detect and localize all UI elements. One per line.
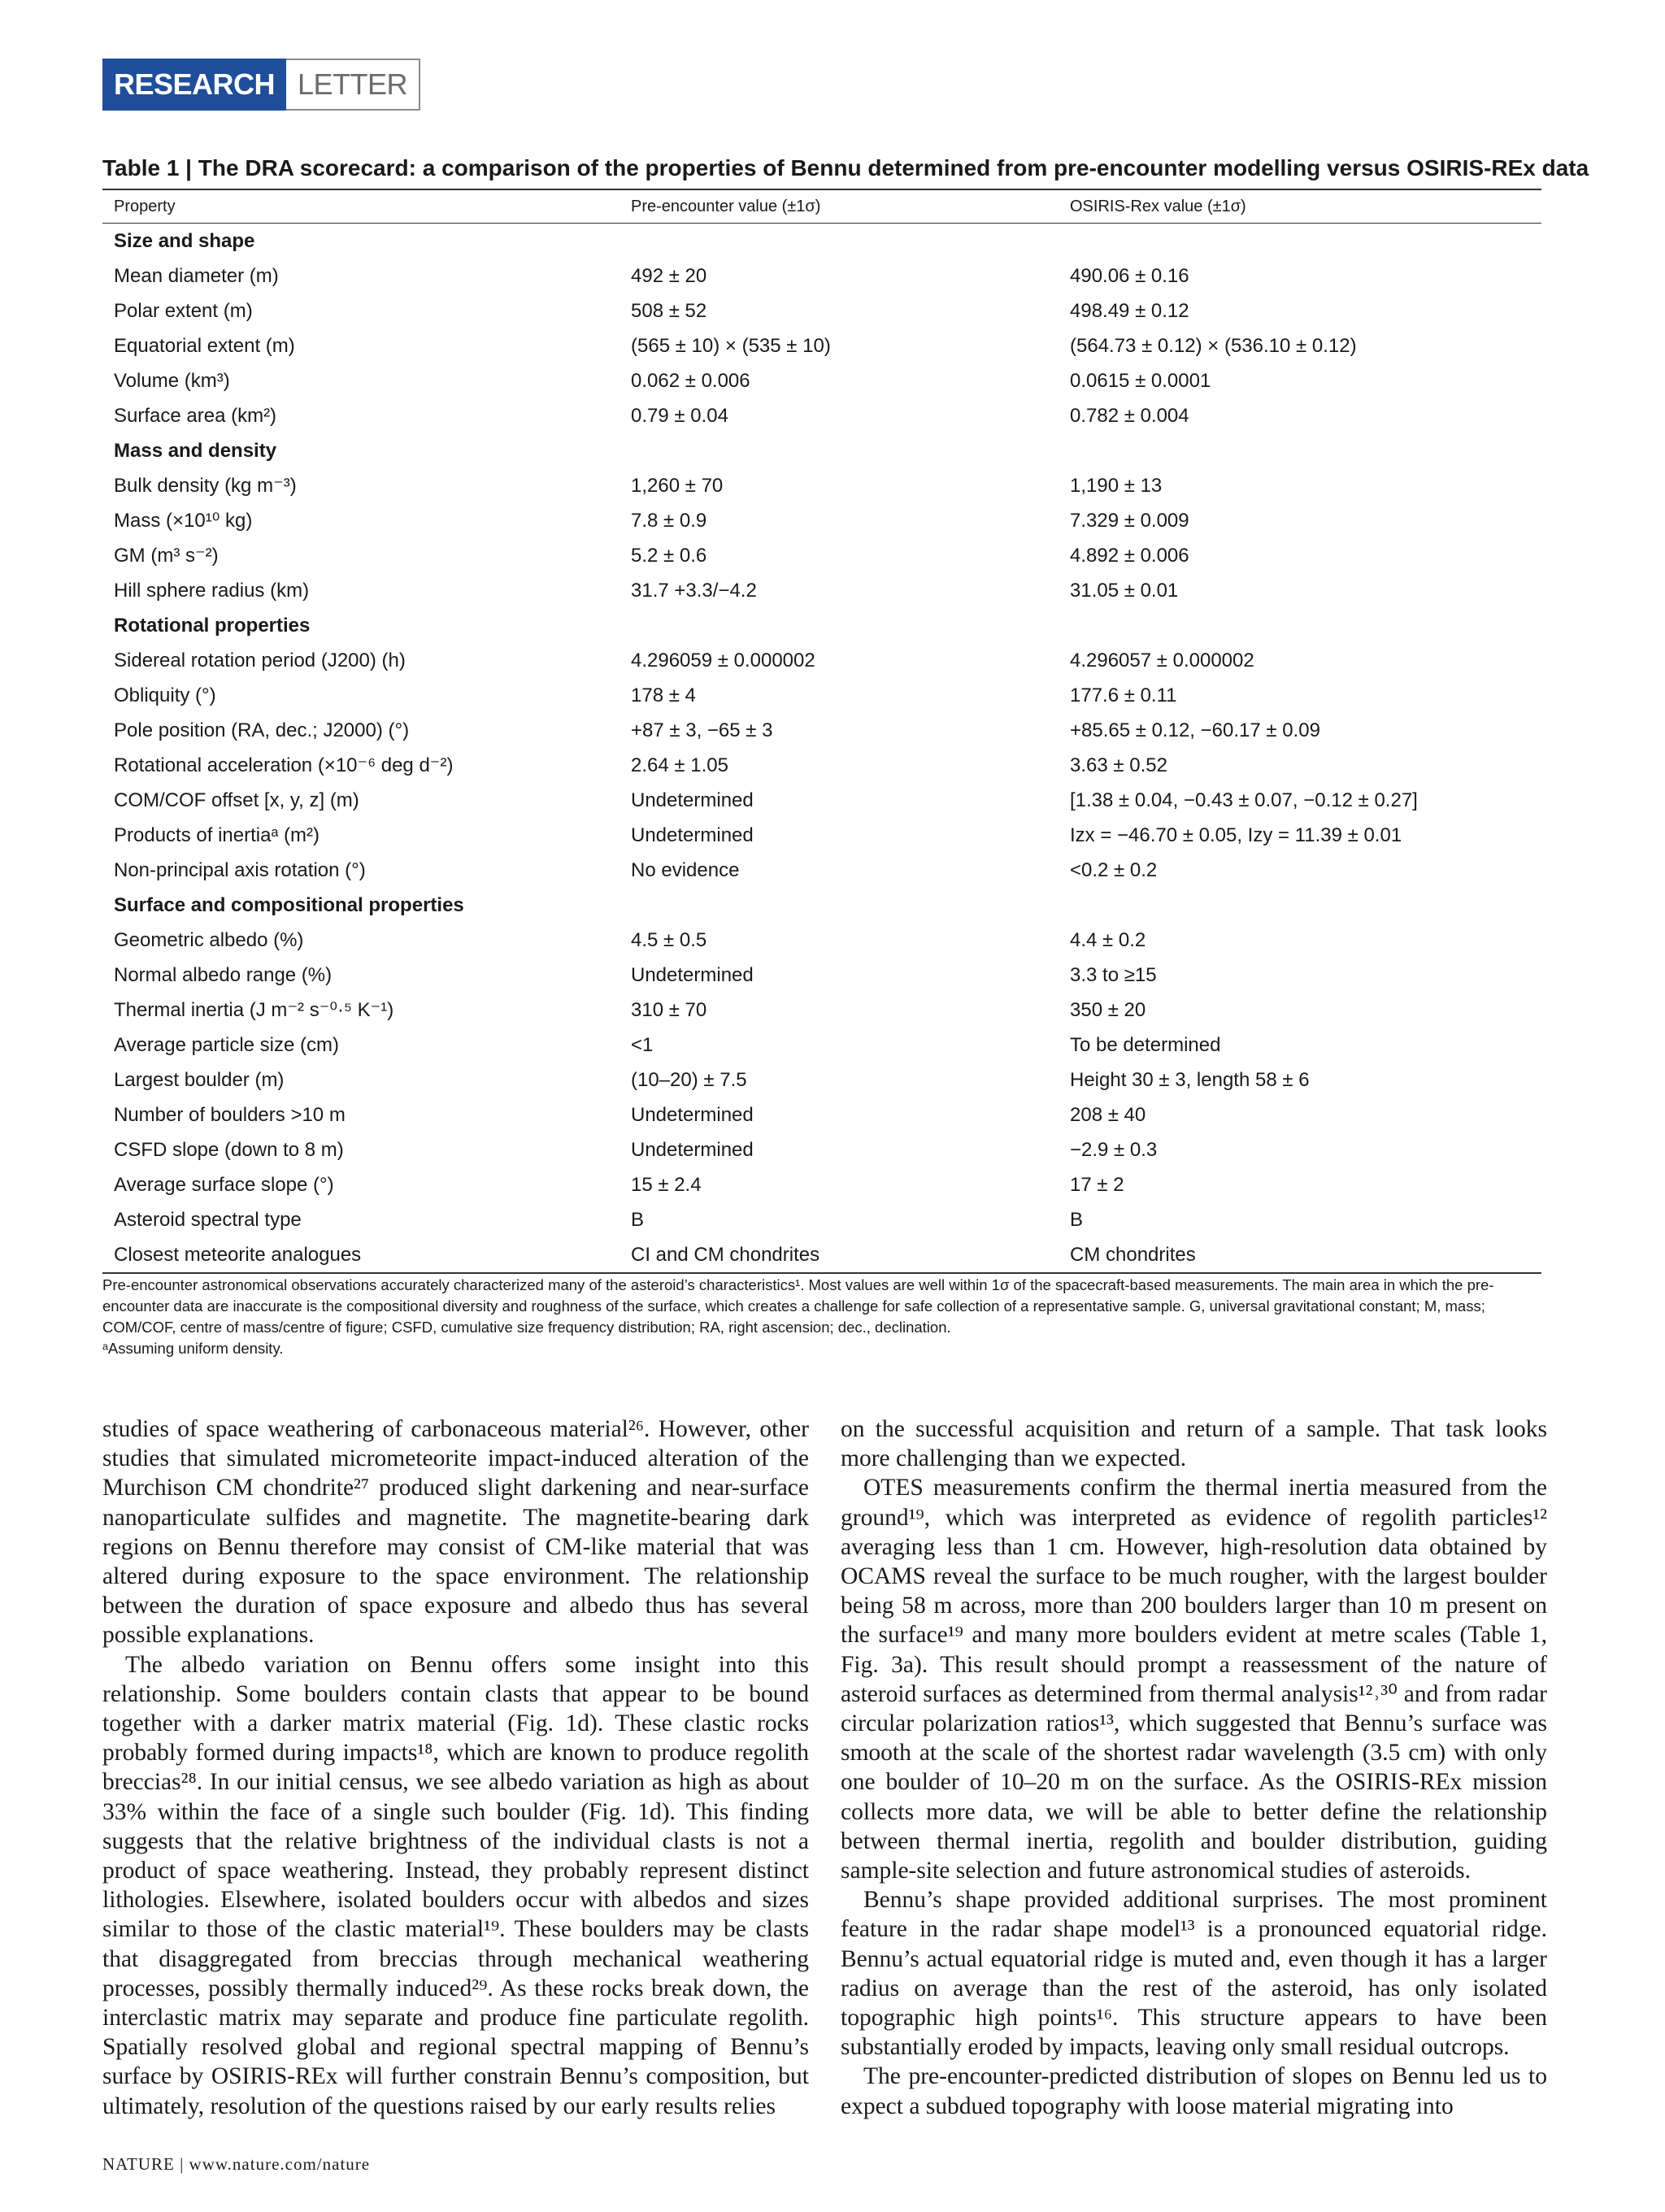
header-pre-encounter: Pre-encounter value (±1σ) bbox=[631, 197, 821, 215]
table-section-row bbox=[102, 608, 1541, 643]
section-label: Mass and density bbox=[114, 439, 277, 462]
table-row bbox=[102, 398, 1541, 433]
table-row bbox=[102, 1202, 1541, 1237]
table-row bbox=[102, 993, 1541, 1028]
cell-property: Obliquity (°) bbox=[114, 684, 216, 706]
cell-osiris-rex: Height 30 ± 3, length 58 ± 6 bbox=[1070, 1068, 1310, 1091]
cell-osiris-rex: 208 ± 40 bbox=[1070, 1103, 1146, 1126]
cell-pre-encounter: 31.7 +3.3/−4.2 bbox=[631, 579, 757, 602]
page-footer: NATURE | www.nature.com/nature bbox=[102, 2154, 371, 2174]
cell-osiris-rex: 4.296057 ± 0.000002 bbox=[1070, 649, 1254, 671]
cell-pre-encounter: CI and CM chondrites bbox=[631, 1243, 820, 1266]
cell-pre-encounter: Undetermined bbox=[631, 1103, 754, 1126]
table-row bbox=[102, 1028, 1541, 1063]
paragraph: The albedo variation on Bennu offers some insight into this relationship. Some boulders contain clasts that appear to be bound together with a darker matrix material (Fig. 1d). These clastic rocks probably formed during impacts¹⁸, which are known to produce regolith breccias²⁸. In our initial census, we see albedo variation as high as about 33% within the face of a single such boulder (Fig. 1d). This finding suggests that the relative brightness of the individual clasts is not a product of space weathering. Instead, they probably represent distinct lithologies. Elsewhere, isolated boulders occur with albedos and sizes similar to those of the clastic material¹⁹. These boulders may be clasts that disaggregated from breccias through mechanical weathering processes, possibly thermally induced²⁹. As these rocks break down, the interclastic matrix may separate and produce fine particulate regolith. Spatially resolved global and regional spectral mapping of Bennu’s surface by OSIRIS-REx will further constrain Bennu’s composition, but ultimately, resolution of the questions raised by our early results relies bbox=[102, 1651, 809, 2119]
cell-property: Products of inertiaᵃ (m²) bbox=[114, 824, 320, 846]
cell-property: Average particle size (cm) bbox=[114, 1033, 339, 1056]
cell-property: Mass (×10¹⁰ kg) bbox=[114, 510, 253, 532]
cell-pre-encounter: 7.8 ± 0.9 bbox=[631, 509, 707, 532]
cell-osiris-rex: 17 ± 2 bbox=[1070, 1173, 1124, 1196]
table-header-row bbox=[102, 189, 1541, 224]
header-osiris-rex: OSIRIS-Rex value (±1σ) bbox=[1070, 197, 1246, 215]
cell-property: Non-principal axis rotation (°) bbox=[114, 858, 366, 881]
cell-osiris-rex: 0.0615 ± 0.0001 bbox=[1070, 369, 1211, 392]
cell-property: Sidereal rotation period (J200) (h) bbox=[114, 649, 406, 671]
table-row bbox=[102, 1063, 1541, 1097]
paragraph: The pre-encounter-predicted distribution of slopes on Bennu led us to expect a subdued topography with loose material migrating into bbox=[841, 2063, 1547, 2119]
cell-pre-encounter: 2.64 ± 1.05 bbox=[631, 754, 728, 776]
section-label: Rotational properties bbox=[114, 614, 311, 637]
cell-osiris-rex: 4.892 ± 0.006 bbox=[1070, 544, 1189, 567]
cell-property: Surface area (km²) bbox=[114, 404, 277, 427]
cell-pre-encounter: Undetermined bbox=[631, 789, 754, 811]
table-row bbox=[102, 1097, 1541, 1132]
table-row bbox=[102, 259, 1541, 293]
footnote-text: Pre-encounter astronomical observations accurately characterized many of the asteroid’s characteristics¹. Most values are well within 1σ of the spacecraft-based measurements. The main area in which the pre-encounter data are inaccurate is the compositional diversity and roughness of the surface, which creates a challenge for safe collection of a representative sample. G, universal gravitational constant; M, mass; COM/COF, centre of mass/centre of figure; CSFD, cumulative size frequency distribution; RA, right ascension; dec., declination. bbox=[102, 1276, 1494, 1336]
cell-osiris-rex: (564.73 ± 0.12) × (536.10 ± 0.12) bbox=[1070, 334, 1357, 357]
table-row bbox=[102, 713, 1541, 748]
cell-property: Average surface slope (°) bbox=[114, 1173, 334, 1196]
cell-pre-encounter: 4.296059 ± 0.000002 bbox=[631, 649, 815, 671]
table-row bbox=[102, 958, 1541, 993]
table-row bbox=[102, 1167, 1541, 1202]
section-badge bbox=[102, 59, 420, 111]
cell-property: Asteroid spectral type bbox=[114, 1208, 302, 1231]
cell-property: Pole position (RA, dec.; J2000) (°) bbox=[114, 719, 410, 741]
cell-osiris-rex: 3.63 ± 0.52 bbox=[1070, 754, 1167, 776]
cell-pre-encounter: 4.5 ± 0.5 bbox=[631, 928, 707, 951]
cell-osiris-rex: 177.6 ± 0.11 bbox=[1070, 684, 1177, 706]
cell-pre-encounter: (10–20) ± 7.5 bbox=[631, 1068, 747, 1091]
cell-pre-encounter: No evidence bbox=[631, 858, 740, 881]
cell-pre-encounter: Undetermined bbox=[631, 963, 754, 986]
table-row bbox=[102, 678, 1541, 713]
cell-pre-encounter: 508 ± 52 bbox=[631, 299, 707, 322]
badge-research: RESEARCH bbox=[102, 59, 286, 111]
cell-property: CSFD slope (down to 8 m) bbox=[114, 1138, 344, 1161]
cell-osiris-rex: −2.9 ± 0.3 bbox=[1070, 1138, 1158, 1161]
table-section-row bbox=[102, 888, 1541, 923]
cell-osiris-rex: 7.329 ± 0.009 bbox=[1070, 509, 1189, 532]
table-bottom-rule bbox=[102, 1272, 1541, 1274]
cell-pre-encounter: (565 ± 10) × (535 ± 10) bbox=[631, 334, 831, 357]
section-label: Surface and compositional properties bbox=[114, 893, 464, 916]
cell-osiris-rex: B bbox=[1070, 1208, 1084, 1231]
cell-osiris-rex: 350 ± 20 bbox=[1070, 998, 1146, 1021]
table-row bbox=[102, 328, 1541, 363]
cell-pre-encounter: +87 ± 3, −65 ± 3 bbox=[631, 719, 773, 741]
paragraph: on the successful acquisition and return of a sample. That task looks more challenging than we expected. bbox=[841, 1416, 1547, 1472]
cell-property: Hill sphere radius (km) bbox=[114, 579, 310, 602]
section-label: Size and shape bbox=[114, 229, 255, 252]
table-row bbox=[102, 783, 1541, 818]
table-row bbox=[102, 923, 1541, 958]
table-row bbox=[102, 503, 1541, 538]
cell-osiris-rex: 490.06 ± 0.16 bbox=[1070, 264, 1189, 287]
table-row bbox=[102, 293, 1541, 328]
cell-pre-encounter: 15 ± 2.4 bbox=[631, 1173, 702, 1196]
table-row bbox=[102, 1237, 1541, 1272]
cell-pre-encounter: Undetermined bbox=[631, 1138, 754, 1161]
header-property: Property bbox=[114, 197, 176, 215]
cell-pre-encounter: 492 ± 20 bbox=[631, 264, 707, 287]
cell-property: Rotational acceleration (×10⁻⁶ deg d⁻²) bbox=[114, 754, 454, 776]
cell-osiris-rex: CM chondrites bbox=[1070, 1243, 1196, 1266]
cell-property: Bulk density (kg m⁻³) bbox=[114, 475, 297, 497]
cell-property: Number of boulders >10 m bbox=[114, 1103, 346, 1126]
cell-osiris-rex: Izx = −46.70 ± 0.05, Izy = 11.39 ± 0.01 bbox=[1070, 824, 1402, 846]
cell-pre-encounter: 5.2 ± 0.6 bbox=[631, 544, 707, 567]
cell-property: Normal albedo range (%) bbox=[114, 963, 333, 986]
table-row bbox=[102, 538, 1541, 573]
cell-property: Mean diameter (m) bbox=[114, 264, 279, 287]
cell-property: Equatorial extent (m) bbox=[114, 334, 295, 357]
paragraph: OTES measurements confirm the thermal inertia measured from the ground¹⁹, which was interpreted as evidence of regolith particles¹² averaging less than 1 cm. However, high-resolution data obtained by OCAMS reveal the surface to be much rougher, with the largest boulder being 58 m across, more than 200 boulders larger than 10 m present on the surface¹⁹ and many more boulders evident at metre scales (Table 1, Fig. 3a). This result should prompt a reassessment of the nature of asteroid surfaces as determined from thermal analysis¹²˒³⁰ and from radar circular polarization ratios¹³, which suggested that Bennu’s surface was smooth at the scale of the shortest radar wavelength (3.5 cm) with only one boulder of 10–20 m on the surface. As the OSIRIS-REx mission collects more data, we will be able to better define the relationship between thermal inertia, regolith and boulder distribution, guiding sample-site selection and future astronomical studies of asteroids. bbox=[841, 1475, 1547, 1884]
cell-osiris-rex: 3.3 to ≥15 bbox=[1070, 963, 1157, 986]
cell-property: Closest meteorite analogues bbox=[114, 1243, 362, 1266]
cell-pre-encounter: Undetermined bbox=[631, 824, 754, 846]
table-row bbox=[102, 573, 1541, 608]
cell-osiris-rex: 498.49 ± 0.12 bbox=[1070, 299, 1189, 322]
body-column-right bbox=[841, 1415, 1547, 2121]
cell-pre-encounter: 1,260 ± 70 bbox=[631, 474, 724, 497]
cell-pre-encounter: 0.79 ± 0.04 bbox=[631, 404, 728, 427]
body-column-left bbox=[102, 1415, 809, 2121]
cell-pre-encounter: 310 ± 70 bbox=[631, 998, 707, 1021]
cell-property: COM/COF offset [x, y, z] (m) bbox=[114, 789, 359, 811]
badge-letter: LETTER bbox=[286, 59, 420, 111]
cell-property: GM (m³ s⁻²) bbox=[114, 545, 219, 567]
table-row bbox=[102, 643, 1541, 678]
table-row bbox=[102, 363, 1541, 398]
table-row bbox=[102, 853, 1541, 888]
cell-osiris-rex: 1,190 ± 13 bbox=[1070, 474, 1163, 497]
table-footnote bbox=[102, 1275, 1541, 1359]
table-row bbox=[102, 468, 1541, 503]
cell-property: Geometric albedo (%) bbox=[114, 928, 304, 951]
cell-osiris-rex: To be determined bbox=[1070, 1033, 1221, 1056]
cell-pre-encounter: 0.062 ± 0.006 bbox=[631, 369, 750, 392]
cell-property: Largest boulder (m) bbox=[114, 1068, 285, 1091]
cell-pre-encounter: <1 bbox=[631, 1033, 654, 1056]
table-section-row bbox=[102, 433, 1541, 468]
cell-property: Volume (km³) bbox=[114, 369, 230, 392]
table-row bbox=[102, 748, 1541, 783]
table-row bbox=[102, 818, 1541, 853]
cell-pre-encounter: 178 ± 4 bbox=[631, 684, 696, 706]
cell-property: Thermal inertia (J m⁻² s⁻⁰·⁵ K⁻¹) bbox=[114, 999, 394, 1021]
cell-osiris-rex: [1.38 ± 0.04, −0.43 ± 0.07, −0.12 ± 0.27] bbox=[1070, 789, 1418, 811]
paragraph: Bennu’s shape provided additional surprises. The most prominent feature in the radar shape model¹³ is a pronounced equatorial ridge. Bennu’s actual equatorial ridge is muted and, even though it has a larger radius on average than the rest of the asteroid, has only isolated topographic high points¹⁶. This structure appears to have been substantially eroded by impacts, leaving only small residual outcrops. bbox=[841, 1887, 1547, 2061]
cell-pre-encounter: B bbox=[631, 1208, 645, 1231]
table-body bbox=[102, 224, 1541, 1272]
scorecard-table bbox=[102, 189, 1541, 1274]
cell-osiris-rex: 4.4 ± 0.2 bbox=[1070, 928, 1146, 951]
cell-osiris-rex: <0.2 ± 0.2 bbox=[1070, 858, 1158, 881]
cell-osiris-rex: 0.782 ± 0.004 bbox=[1070, 404, 1189, 427]
cell-property: Polar extent (m) bbox=[114, 299, 253, 322]
table-row bbox=[102, 1132, 1541, 1167]
cell-osiris-rex: 31.05 ± 0.01 bbox=[1070, 579, 1179, 602]
paragraph: studies of space weathering of carbonaceous material²⁶. However, other studies that simulated micrometeorite impact-induced alteration of the Murchison CM chondrite²⁷ produced slight darkening and near-surface nanoparticulate sulfides and magnetite. The magnetite-bearing dark regions on Bennu therefore may consist of CM-like material that was altered during exposure to the space environment. The relationship between the duration of space exposure and albedo thus has several possible explanations. bbox=[102, 1416, 809, 1649]
footnote-a: ᵃAssuming uniform density. bbox=[102, 1340, 284, 1357]
table-section-row bbox=[102, 224, 1541, 259]
cell-osiris-rex: +85.65 ± 0.12, −60.17 ± 0.09 bbox=[1070, 719, 1320, 741]
table-caption: Table 1 | The DRA scorecard: a comparison of the properties of Bennu determined from pre-encounter modelling versus OSIRIS-REx data bbox=[102, 155, 1589, 180]
